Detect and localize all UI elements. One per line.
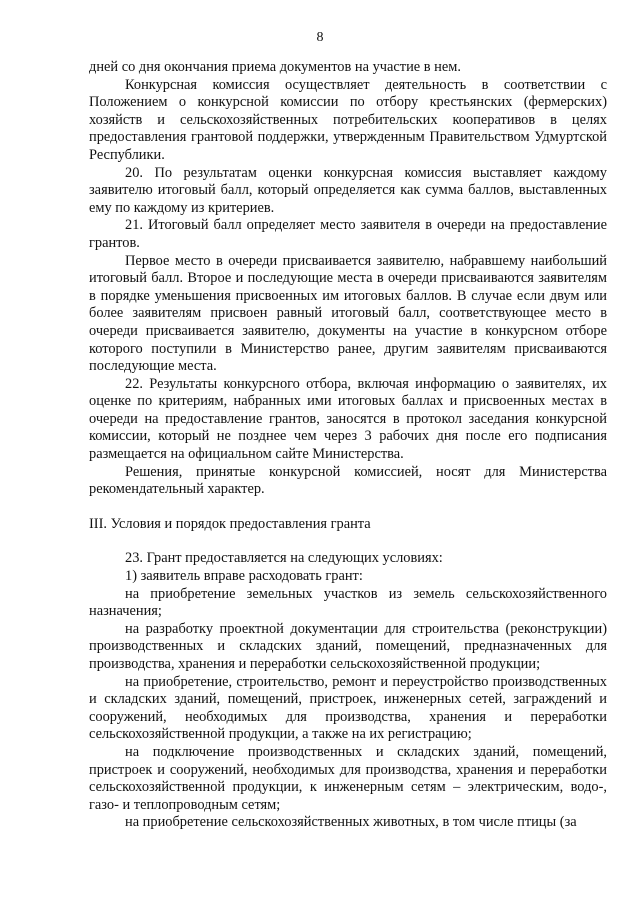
document-body [89,59,607,832]
spacer [89,533,607,550]
paragraph: 20. По результатам оценки конкурсная комиссия выставляет каждому заявителю итоговый балл, который определяется как сумма баллов, выставленных ему по каждому из критериев. [89,164,607,216]
paragraph: Конкурсная комиссия осуществляет деятельность в соответствии с Положением о конкурсной комиссии по отбору крестьянских (фермерских) хозяйств и сельскохозяйственных потребительских кооперативов в целях предоставления грантовой поддержки, утвержденным Правительством Удмуртской Республики. [89,76,607,163]
paragraph: 23. Грант предоставляется на следующих условиях: [125,550,443,567]
paragraph: 22. Результаты конкурсного отбора, включая информацию о заявителях, их оценке по критериям, набранных ими итоговых баллах и присвоенных местах в очереди на предоставление грантов, заносятся в протокол заседания конкурсной комиссии, который не позднее чем через 3 рабочих дня после его подписания размещается на официальном сайте Министерства. [89,375,607,463]
paragraph: дней со дня окончания приема документов на участие в нем. [89,59,461,75]
paragraph: 21. Итоговый балл определяет место заявителя в очереди на предоставление грантов. [89,217,607,251]
paragraph: на разработку проектной документации для строительства (реконструкции) производственных и складских зданий, помещений, предназначенных для производства, хранения и переработки сельскохозяйственной продукции; [89,620,607,672]
paragraph: Решения, принятые конкурсной комиссией, носят для Министерства рекомендательный характер. [89,463,607,498]
paragraph: на приобретение сельскохозяйственных животных, в том числе птицы (за [125,814,577,831]
paragraph: на приобретение земельных участков из земель сельскохозяйственного назначения; [89,585,607,620]
paragraph: 1) заявитель вправе расходовать грант: [125,568,363,585]
section-heading: III. Условия и порядок предоставления гранта [89,515,371,532]
paragraph: на приобретение, строительство, ремонт и переустройство производственных и складских зданий, помещений, пристроек, инженерных сетей, заграждений и сооружений, необходимых для производства, хранения и переработки сельскохозяйственной продукции, а также на их регистрацию; [89,673,607,743]
spacer [89,499,607,516]
paragraphs-after-heading [89,550,607,832]
paragraphs-before-heading [89,59,607,499]
paragraph: на подключение производственных и складских зданий, помещений, пристроек и сооружений, необходимых для производства, хранения и переработки сельскохозяйственной продукции, к инженерным сетям – электрическим, водо-, газо- и теплопроводным сетям; [89,743,607,813]
page-number: 8 [316,30,324,45]
paragraph: Первое место в очереди присваивается заявителю, набравшему наибольший итоговый балл. Второе и последующие места в очереди присваиваются заявителям в порядке уменьшения присвоенных им итоговых баллов. В случае если двум или более заявителям присвоен равный итоговый балл, соответствующее место в очереди присваивается заявителю, документы на участие в конкурсном отборе которого поступили в Министерство ранее, другим заявителям присваиваются последующие места. [89,252,607,375]
